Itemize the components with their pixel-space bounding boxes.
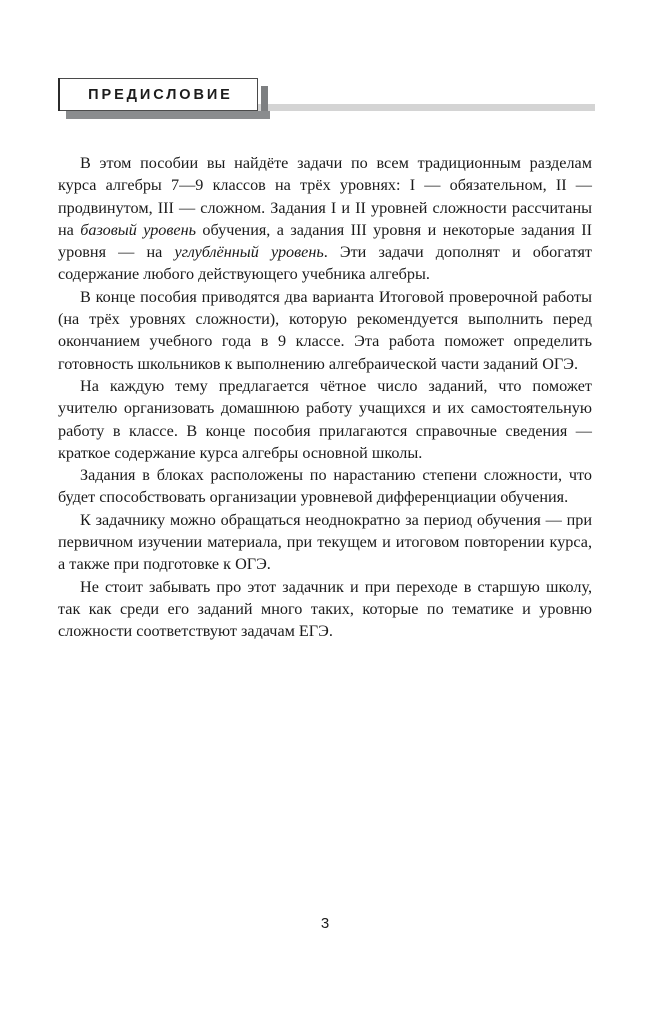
page-title: ПРЕДИСЛОВИЕ <box>88 87 233 103</box>
emphasised-term: базовый уровень <box>80 220 196 239</box>
paragraph-6: Не стоит забывать про этот задачник и при переходе в старшую школу, так как среди его заданий много таких, которые по тематике и уровню сложности соответствуют задачам ЕГЭ. <box>58 577 592 641</box>
preface-body <box>58 152 592 643</box>
header-accent-tab <box>261 86 268 111</box>
page-number: 3 <box>320 915 330 932</box>
emphasised-term: углублённый уровень <box>174 243 324 262</box>
header-shadow-bar <box>66 111 270 119</box>
header-title-box <box>58 78 258 111</box>
paragraph-3: На каждую тему предлагается чётное число заданий, что поможет учителю организовать домашнюю работу учащихся и их самостоятельную работу в классе. В конце пособия прилагаются справочные сведения — краткое содержание курса алгебры основной школы. <box>58 376 592 462</box>
section-header-band <box>0 78 650 122</box>
paragraph-5: К задачнику можно обращаться неоднократно за период обучения — при первичном изучении материала, при текущем и итоговом повторении курса, а также при подготовке к ОГЭ. <box>58 510 592 574</box>
paragraph-2: В конце пособия приводятся два варианта Итоговой проверочной работы (на трёх уровнях сложности), которую рекомендуется выполнить перед окончанием учебного года в 9 классе. Эта работа поможет определить готовность школьников к выполнению алгебраической части заданий ОГЭ. <box>58 287 592 373</box>
paragraph-4: Задания в блоках расположены по нарастанию степени сложности, что будет способствовать организации уровневой дифференциации обучения. <box>58 466 592 507</box>
paragraph-1: В этом пособии вы найдёте задачи по всем традиционным разделам курса алгебры 7—9 классов на трёх уровнях: I — обязательном, II — продвинутом, III — сложном. Задания I и II уровней сложности рассчитаны на базовый уровень обучения, а задания III уровня и некоторые задания II уровня — на углублённый уровень. Эти задачи дополнят и обогатят содержание любого действующего учебника алгебры. <box>58 154 592 284</box>
